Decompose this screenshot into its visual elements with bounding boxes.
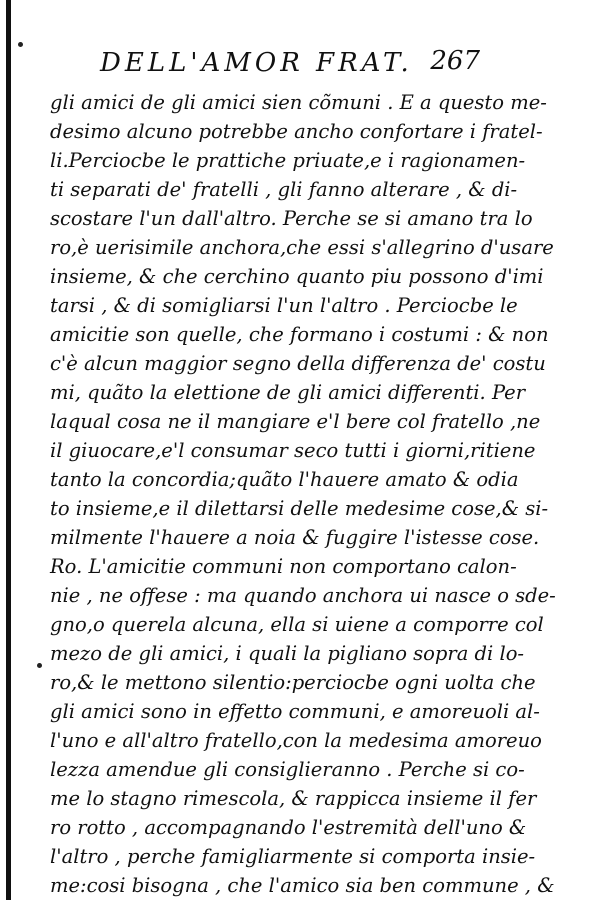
text-line: l'uno e all'altro fratello,con la medesima amoreuo — [50, 729, 542, 752]
text-line: laqual cosa ne il mangiare e'l bere col fratello ,ne — [50, 410, 541, 433]
ink-speck — [18, 42, 23, 47]
text-line: lezza amendue gli consiglieranno . Perche si co- — [50, 758, 525, 781]
text-line: gli amici de gli amici sien cõmuni . E a questo me- — [50, 91, 547, 114]
page-number: 267 — [430, 46, 480, 76]
ink-speck — [37, 663, 42, 668]
body-text — [50, 88, 556, 900]
text-line: mezo de gli amici, i quali la pigliano sopra di lo- — [50, 642, 525, 665]
text-line: to insieme,e il dilettarsi delle medesime cose,& si- — [50, 497, 549, 520]
text-line: amicitie son quelle, che formano i costumi : & non — [50, 323, 549, 346]
text-line: gno,o querela alcuna, ella si uiene a comporre col — [50, 613, 544, 636]
text-line: scostare l'un dall'altro. Perche se si amano tra lo — [50, 207, 533, 230]
text-line: mi, quãto la elettione de gli amici differenti. Per — [50, 381, 526, 404]
page-header — [100, 48, 480, 88]
text-line: ro rotto , accompagnando l'estremità dell'uno & — [50, 816, 527, 839]
text-line: ro,è uerisimile anchora,che essi s'allegrino d'usare — [50, 236, 554, 259]
text-line: il giuocare,e'l consumar seco tutti i giorni,ritiene — [50, 439, 536, 462]
text-line: ro,& le mettono silentio:perciocbe ogni uolta che — [50, 671, 536, 694]
text-line: insieme, & che cerchino quanto piu possono d'imi — [50, 265, 544, 288]
text-line: gli amici sono in effetto communi, e amoreuoli al- — [50, 700, 540, 723]
text-line: Ro. L'amicitie communi non comportano calon- — [50, 555, 517, 578]
text-line: c'è alcun maggior segno della differenza de' costu — [50, 352, 546, 375]
text-line: li.Perciocbe le prattiche priuate,e i ragionamen- — [50, 149, 526, 172]
text-line: l'altro , perche famigliarmente si comporta insie- — [50, 845, 536, 868]
text-line: me:cosi bisogna , che l'amico sia ben commune , & — [50, 874, 555, 897]
text-line: tarsi , & di somigliarsi l'un l'altro . Perciocbe le — [50, 294, 518, 317]
text-line: nie , ne offese : ma quando anchora ui nasce o sde- — [50, 584, 556, 607]
text-line: ti separati de' fratelli , gli fanno alterare , & di- — [50, 178, 518, 201]
text-line: tanto la concordia;quãto l'hauere amato & odia — [50, 468, 519, 491]
binding-shadow-line — [6, 0, 11, 900]
running-head: DELL'AMOR FRAT. — [100, 48, 413, 78]
text-line: desimo alcuno potrebbe ancho confortare i fratel- — [50, 120, 543, 143]
text-line: milmente l'hauere a noia & fuggire l'istesse cose. — [50, 526, 540, 549]
text-line: me lo stagno rimescola, & rappicca insieme il fer — [50, 787, 537, 810]
